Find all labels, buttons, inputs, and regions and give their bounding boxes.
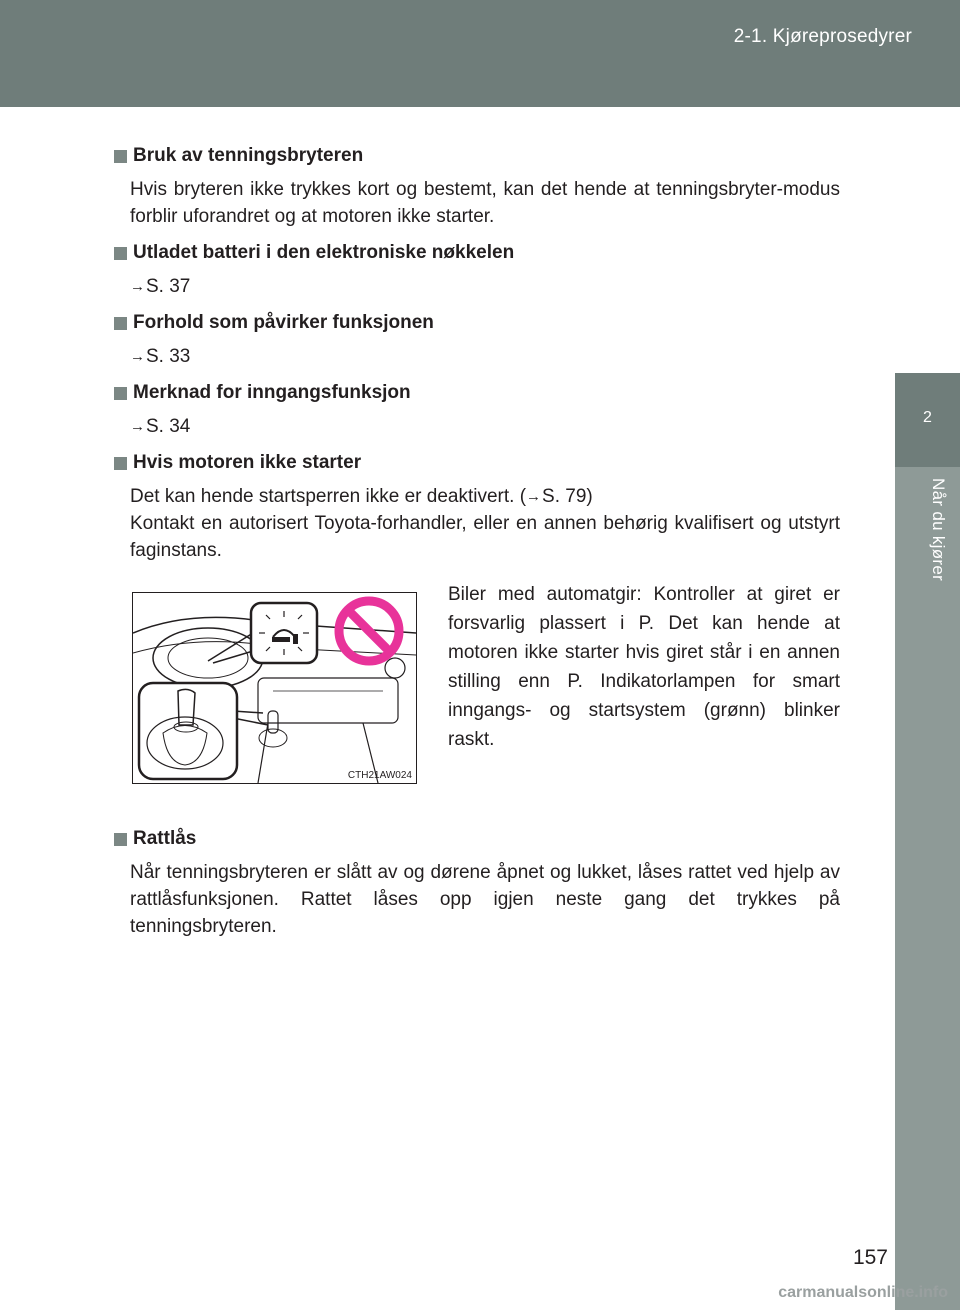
section-key-battery xyxy=(112,239,840,300)
page-reference[interactable]: S. 79) xyxy=(542,486,593,507)
section-steering-lock xyxy=(112,825,840,940)
bullet-square-icon xyxy=(114,833,127,846)
page-reference[interactable]: →S. 33 xyxy=(130,346,191,367)
page-reference[interactable]: →S. 34 xyxy=(130,416,191,437)
bullet-square-icon xyxy=(114,317,127,330)
section-heading: Merknad for inngangsfunksjon xyxy=(133,382,411,403)
chapter-number: 2 xyxy=(923,409,932,426)
section-conditions xyxy=(112,309,840,370)
bullet-square-icon xyxy=(114,457,127,470)
chapter-title: 2-1. Kjøreprosedyrer xyxy=(733,26,912,47)
chapter-tab xyxy=(895,373,960,467)
section-entry-function xyxy=(112,379,840,440)
page-content xyxy=(112,142,840,940)
page-reference[interactable]: →S. 37 xyxy=(130,276,191,297)
arrow-right-icon: → xyxy=(526,488,542,505)
bullet-square-icon xyxy=(114,247,127,260)
dashboard-illustration xyxy=(132,592,417,784)
arrow-right-icon: → xyxy=(130,348,145,365)
section-engine-not-starting xyxy=(112,449,840,564)
section-ignition-switch xyxy=(112,142,840,230)
arrow-right-icon: → xyxy=(130,278,145,295)
arrow-right-icon: → xyxy=(130,418,145,435)
figure-row xyxy=(112,580,840,825)
section-heading: Utladet batteri i den elektroniske nøkkelen xyxy=(133,242,515,263)
figure-caption: Biler med automatgir: Kontroller at giret er forsvarlig plassert i P. Det kan hende at motoren ikke starter hvis giret står i en annen stilling enn P. Indikatorlampen for smart inngangs- og startsystem (grønn) blinker raskt. xyxy=(448,584,840,750)
section-text: Det kan hende startsperren ikke er deaktivert. (→S. 79) Kontakt en autorisert Toyota-forhandler, eller en annen behørig kvalifisert og utstyrt faginstans. xyxy=(130,486,840,561)
bullet-square-icon xyxy=(114,387,127,400)
watermark: carmanualsonline.info xyxy=(778,1284,948,1301)
section-text: Når tenningsbryteren er slått av og dørene åpnet og lukket, låses rattet ved hjelp av rattlåsfunksjonen. Rattet låses opp igjen neste gang det trykkes på tenningsbryteren. xyxy=(130,862,840,937)
page-number: 157 xyxy=(852,1246,888,1269)
section-heading: Hvis motoren ikke starter xyxy=(133,452,362,473)
dashboard-shift-lever-drawing xyxy=(133,593,416,783)
figure-code: CTH21AW024 xyxy=(347,770,412,781)
bullet-square-icon xyxy=(114,150,127,163)
page-header xyxy=(0,0,960,107)
chapter-strip xyxy=(895,467,960,1310)
section-heading: Forhold som påvirker funksjonen xyxy=(133,312,434,333)
chapter-label: Når du kjører xyxy=(929,478,948,582)
section-heading: Bruk av tenningsbryteren xyxy=(133,145,364,166)
section-text: Hvis bryteren ikke trykkes kort og bestemt, kan det hende at tenningsbryter-modus forblir uforandret og at motoren ikke starter. xyxy=(130,179,840,227)
section-heading: Rattlås xyxy=(133,828,197,849)
